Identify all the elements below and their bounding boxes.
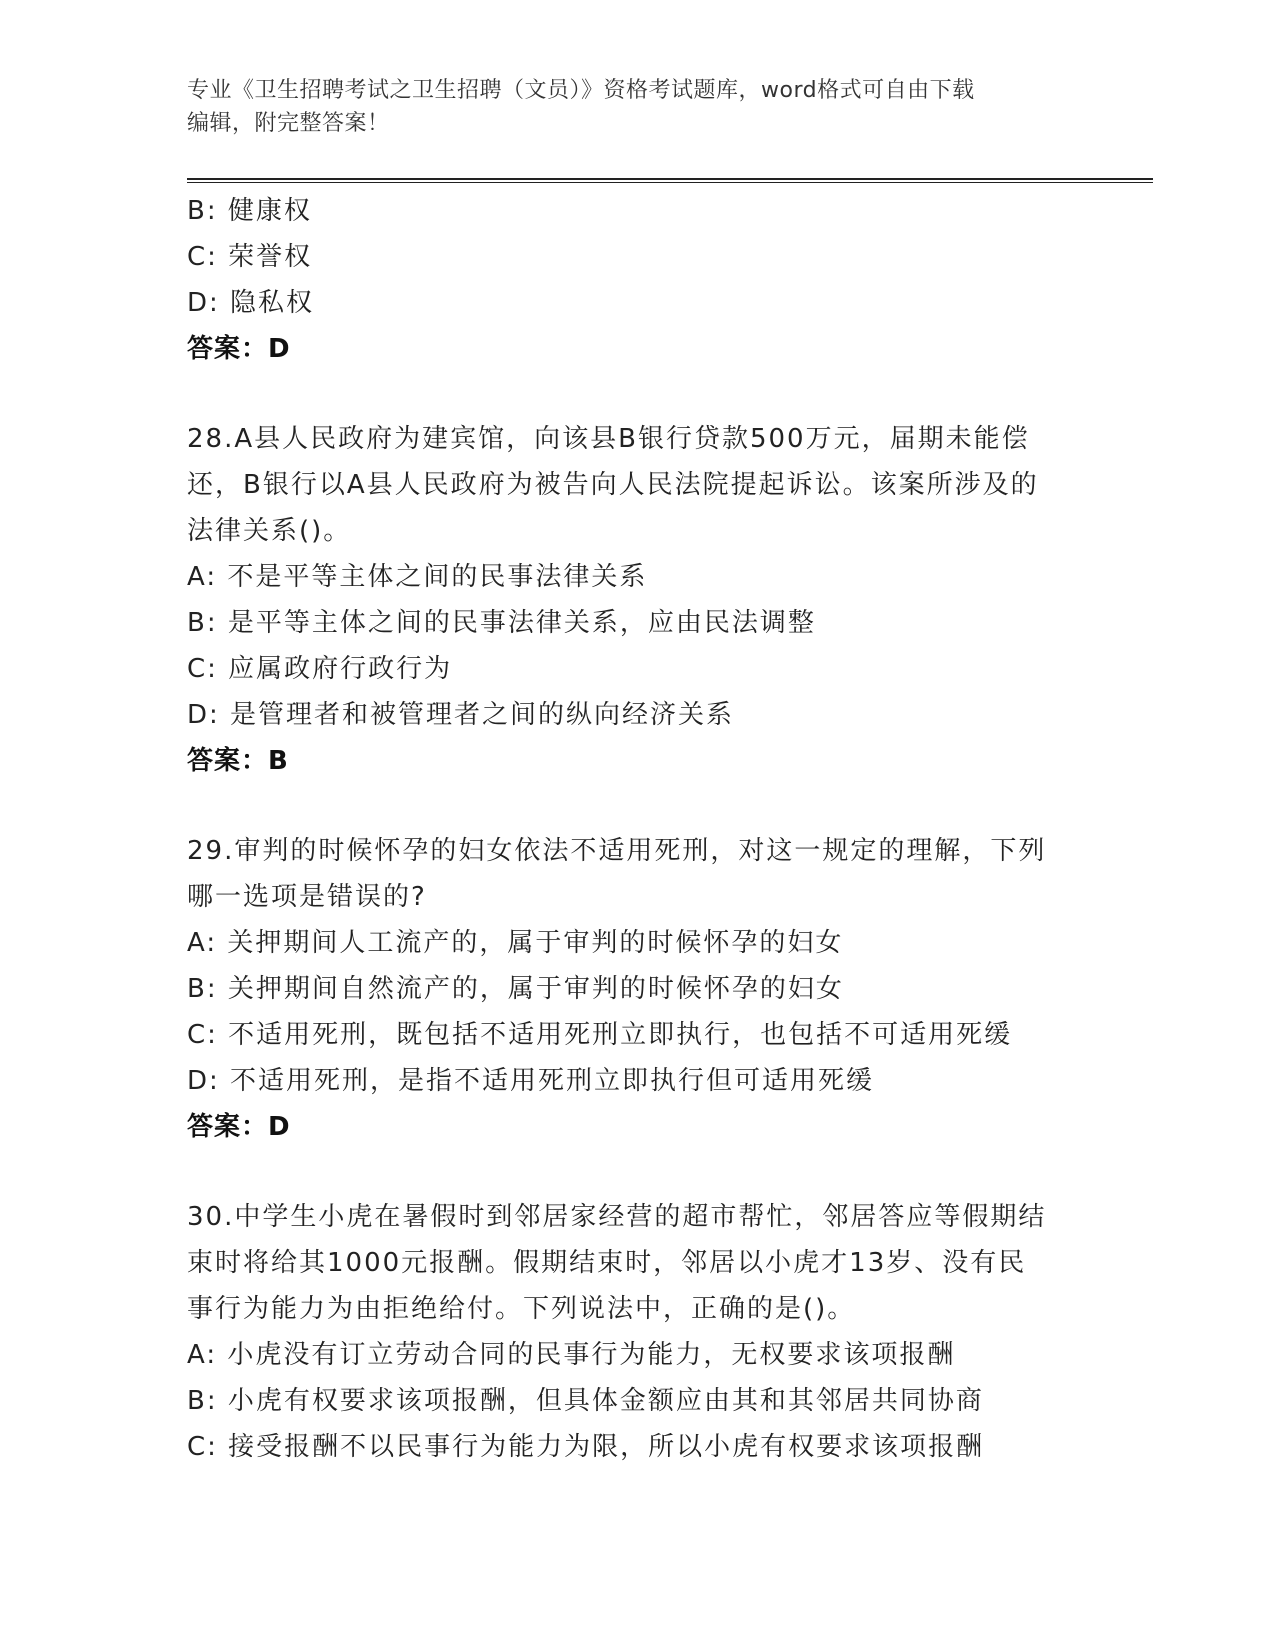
option-c: C: 应属政府行政行为: [187, 654, 453, 684]
question-stem-line: 束时将给其1000元报酬。假期结束时，邻居以小虎才13岁、没有民: [187, 1248, 1027, 1278]
option-d: D: 隐私权: [187, 288, 315, 318]
option-a: A: 关押期间人工流产的，属于审判的时候怀孕的妇女: [187, 928, 844, 958]
question-stem-line: 28.A县人民政府为建宾馆，向该县B银行贷款500万元，届期未能偿: [187, 424, 1030, 454]
option-c: C: 接受报酬不以民事行为能力为限，所以小虎有权要求该项报酬: [187, 1432, 985, 1462]
spacer: [187, 372, 1087, 416]
question-stem-line: 哪一选项是错误的?: [187, 882, 427, 912]
answer-line: 答案：D: [187, 1112, 291, 1142]
option-b: B: 健康权: [187, 196, 312, 226]
option-b: B: 是平等主体之间的民事法律关系，应由民法调整: [187, 608, 816, 638]
option-b: B: 小虎有权要求该项报酬，但具体金额应由其和其邻居共同协商: [187, 1386, 984, 1416]
spacer: [187, 1150, 1087, 1194]
header-line-1: 专业《卫生招聘考试之卫生招聘（文员）》资格考试题库，word格式可自由下载: [187, 78, 975, 103]
header-divider: [187, 178, 1153, 183]
question-stem-line: 29.审判的时候怀孕的妇女依法不适用死刑，对这一规定的理解，下列: [187, 836, 1047, 866]
header-line-2: 编辑，附完整答案！: [187, 111, 390, 136]
question-stem-line: 还，B银行以A县人民政府为被告向人民法院提起诉讼。该案所涉及的: [187, 470, 1039, 500]
question-stem-line: 30.中学生小虎在暑假时到邻居家经营的超市帮忙，邻居答应等假期结: [187, 1202, 1047, 1232]
prev-question-block: [187, 188, 1087, 372]
question-stem-line: 法律关系()。: [187, 516, 352, 546]
question-28: [187, 416, 1087, 784]
answer-line: 答案：B: [187, 746, 289, 776]
spacer: [187, 784, 1087, 828]
option-c: C: 荣誉权: [187, 242, 313, 272]
option-b: B: 关押期间自然流产的，属于审判的时候怀孕的妇女: [187, 974, 844, 1004]
option-d: D: 是管理者和被管理者之间的纵向经济关系: [187, 700, 735, 730]
option-a: A: 小虎没有订立劳动合同的民事行为能力，无权要求该项报酬: [187, 1340, 956, 1370]
option-d: D: 不适用死刑，是指不适用死刑立即执行但可适用死缓: [187, 1066, 875, 1096]
question-29: [187, 828, 1087, 1150]
question-stem-line: 事行为能力为由拒绝给付。下列说法中，正确的是()。: [187, 1294, 856, 1324]
question-30: [187, 1194, 1087, 1470]
option-a: A: 不是平等主体之间的民事法律关系: [187, 562, 648, 592]
header-note: [187, 74, 1087, 140]
answer-line: 答案：D: [187, 334, 291, 364]
option-c: C: 不适用死刑，既包括不适用死刑立即执行，也包括不可适用死缓: [187, 1020, 1013, 1050]
question-content: [187, 188, 1087, 1470]
